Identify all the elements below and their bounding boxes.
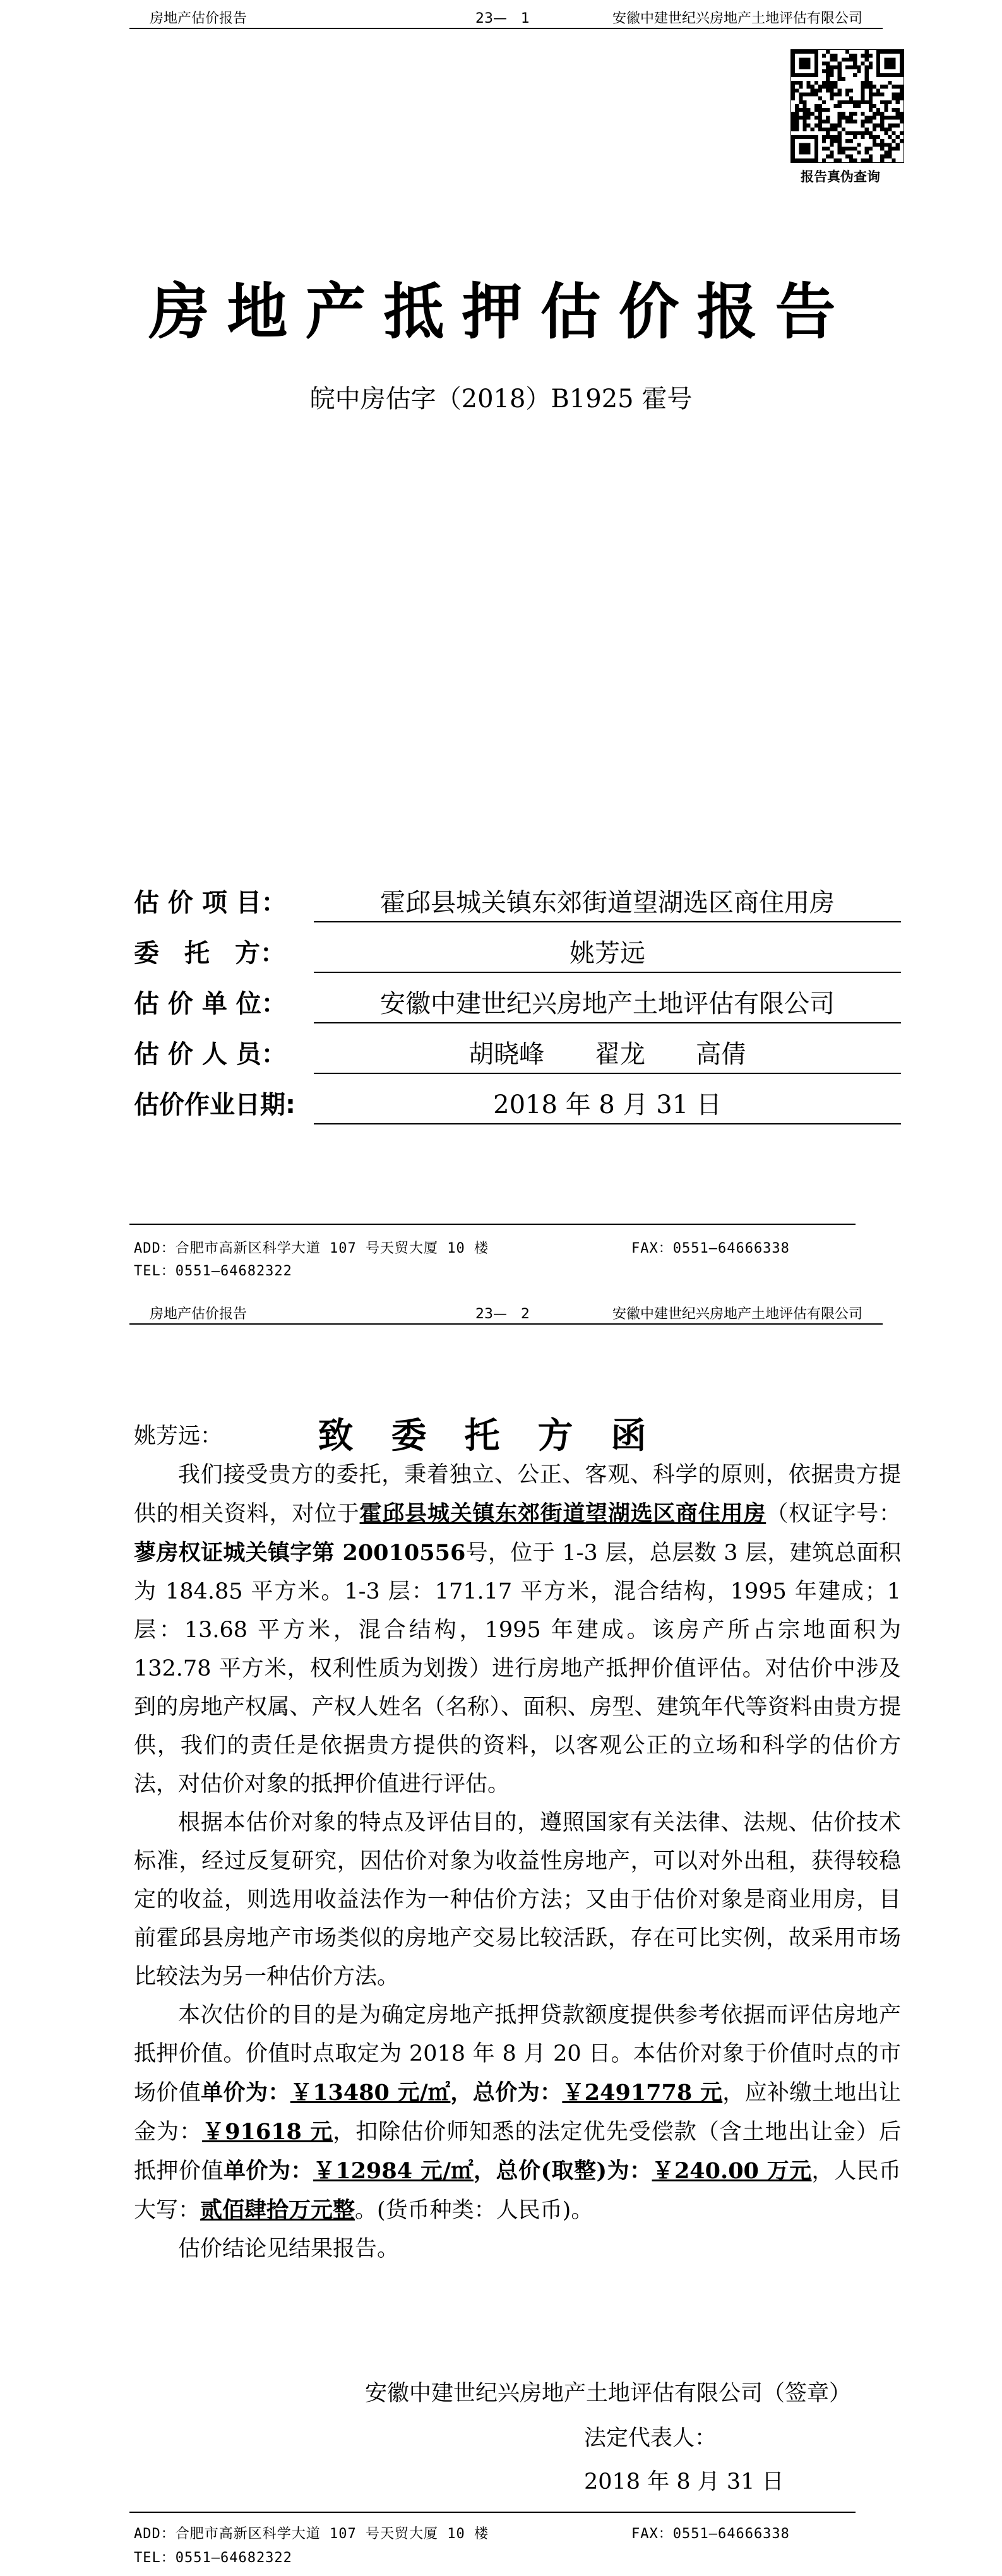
page-header (129, 5, 883, 27)
text: ，应补缴土地出让金为： (134, 2080, 901, 2145)
field-value: 安徽中建世纪兴房地产土地评估有限公司 (314, 984, 901, 1023)
report-title: 房地产抵押估价报告 (148, 276, 854, 347)
qr-caption: 报告真伪查询 (801, 169, 880, 184)
footer-tel: TEL：0551—64682322 (134, 2550, 292, 2566)
field-value: 2018 年 8 月 31 日 (314, 1085, 901, 1124)
header-company: 安徽中建世纪兴房地产土地评估有限公司 (612, 11, 862, 27)
field-label: 估 价 单 位： (134, 989, 287, 1018)
header-left: 房地产估价报告 (150, 1306, 248, 1322)
land-fee: ￥91618 元 (202, 2119, 333, 2145)
text: 单价为： (201, 2080, 290, 2106)
field-work-date (134, 1085, 901, 1129)
field-value: 霍邱县城关镇东郊街道望湖选区商住用房 (314, 883, 901, 922)
header-company: 安徽中建世纪兴房地产土地评估有限公司 (612, 1306, 862, 1322)
report-number: 皖中房估字（2018）B1925 霍号 (309, 385, 693, 414)
footer-address: ADD：合肥市高新区科学大道 107 号天贸大厦 10 楼 (134, 1241, 489, 1256)
field-appraiser-org (134, 984, 901, 1028)
header-page-number: 23— 1 (475, 11, 530, 27)
signature-date: 2018 年 8 月 31 日 (584, 2469, 784, 2495)
footer-rule (129, 1224, 856, 1225)
letter-body (134, 1417, 901, 2269)
text: 本次估价的目的是为确定房地产抵押贷款额度提供参考依据而评估房地产抵押价值。价值时点取定为 2018 年 8 月 20 日。本估价对象于价值时点的市场价值 (134, 2003, 901, 2106)
salutation: 姚芳远： (134, 1424, 223, 1449)
text: 号，位于 1-3 层，总层数 3 层，建筑总面积为 184.85 平方米。1-3 层：171.17 平方米，混合结构，1995 年建成；1 层：13.68 平方米，混合结构，1995 年建成。该房产所占宗地面积为 132.78 平方米，权利性质为划拨）进行房地产抵押价值评估。对估价中涉及到的房地产权属、产权人姓名（名称）、面积、房型、建筑年代等资料由贵方提供，我们的责任是依据贵方提供的资料，以客观公正的立场和科学的估价方法，对估价对象的抵押价值进行评估。 (134, 1541, 901, 1797)
field-appraisers (134, 1034, 901, 1078)
text: ，扣除估价师知悉的法定优先受偿款（含土地出让金）后抵押价值 (134, 2120, 901, 2184)
text: ，总价(取整)为： (474, 2158, 652, 2184)
market-unit-price: ￥13480 元/㎡ (290, 2080, 451, 2106)
text: 。(货币种类：人民币)。 (355, 2198, 593, 2223)
signature-company: 安徽中建世纪兴房地产土地评估有限公司（签章） (365, 2381, 852, 2406)
text: 我们接受贵方的委托，秉着独立、公正、客观、科学的原则，依据贵方提供的相关资料，对位于 (134, 1462, 901, 1527)
footer-fax: FAX：0551—64666338 (631, 1241, 790, 1256)
field-value: 胡晓峰 翟龙 高倩 (314, 1034, 901, 1074)
header-rule (129, 1323, 883, 1325)
paragraph-2: 根据本估价对象的特点及评估目的，遵照国家有关法律、法规、估价技术标准，经过反复研究，因估价对象为收益性房地产，可以对外出租，获得较稳定的收益，则选用收益法作为一种估价方法；又由于估价对象是商业用房，目前霍邱县房地产市场类似的房地产交易比较活跃，存在可比实例，故采用市场比较法为另一种估价方法。 (134, 1810, 901, 1989)
paragraph-4: 估价结论见结果报告。 (178, 2236, 400, 2262)
letter-title: 致委托方函 (318, 1415, 684, 1457)
paragraph-3 (134, 1996, 901, 2230)
text: （权证字号： (766, 1501, 901, 1527)
field-label: 委 托 方： (134, 939, 285, 968)
header-page-number: 23— 2 (475, 1306, 530, 1322)
field-client (134, 933, 901, 977)
mortgage-total-price: ￥240.00 万元 (652, 2158, 812, 2184)
amount-in-words: 贰佰肆拾万元整 (200, 2197, 355, 2223)
text: 单价为： (223, 2158, 313, 2184)
footer-address: ADD：合肥市高新区科学大道 107 号天贸大厦 10 楼 (134, 2526, 489, 2542)
page-header (129, 1301, 883, 1322)
footer-rule (129, 2512, 856, 2513)
property-location: 霍邱县城关镇东郊街道望湖选区商住用房 (359, 1501, 766, 1527)
certificate-number: 蓼房权证城关镇字第 20010556 (134, 1540, 466, 1566)
field-value: 姚芳远 (314, 933, 901, 973)
qr-code-icon[interactable] (790, 49, 904, 163)
header-left: 房地产估价报告 (150, 11, 248, 27)
footer-fax: FAX：0551—64666338 (631, 2526, 790, 2542)
mortgage-unit-price: ￥12984 元/㎡ (313, 2158, 474, 2184)
field-project (134, 883, 901, 927)
text: ，人民币大写： (134, 2159, 901, 2223)
signature-representative: 法定代表人： (584, 2426, 717, 2451)
field-label: 估 价 人 员： (134, 1040, 287, 1069)
footer-tel: TEL：0551—64682322 (134, 1263, 292, 1279)
field-label: 估 价 项 目： (134, 888, 287, 917)
paragraph-1 (134, 1456, 901, 1804)
field-label: 估价作业日期: (134, 1090, 295, 1119)
header-rule (129, 28, 883, 29)
market-total-price: ￥2491778 元 (562, 2080, 723, 2106)
text: ，总价为： (450, 2080, 563, 2106)
